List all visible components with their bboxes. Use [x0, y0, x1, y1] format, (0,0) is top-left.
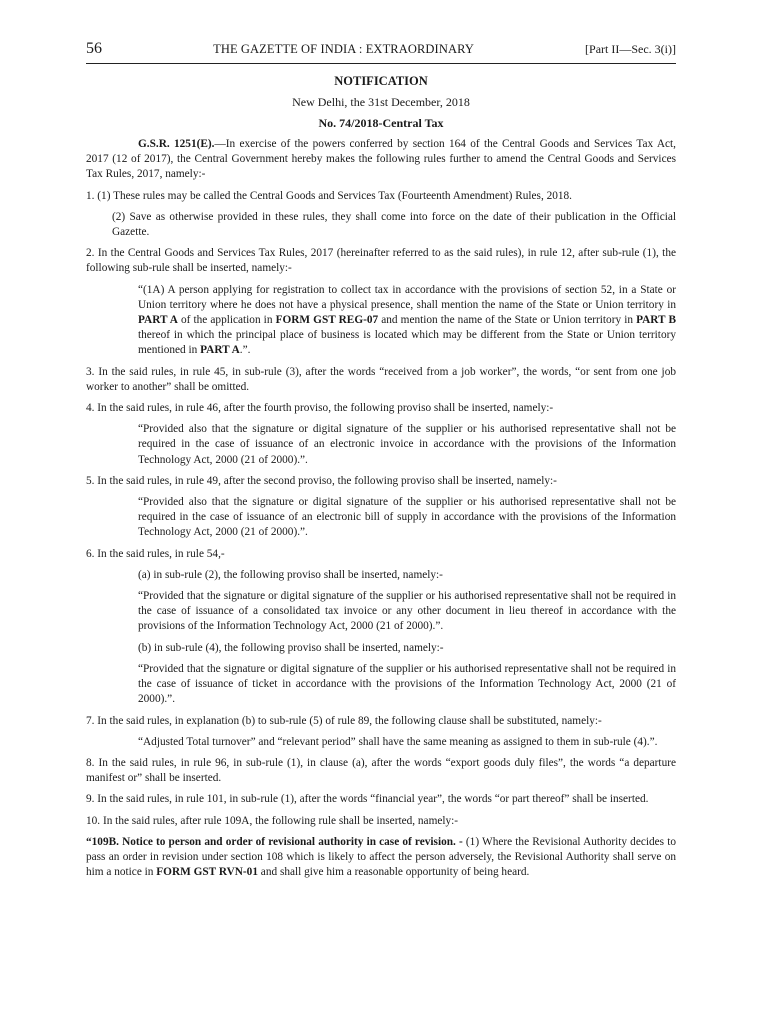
rule-8: 8. In the said rules, in rule 96, in sub-rule (1), in clause (a), after the words “export goods duly files”, the words “a departure manifest or” shall be inserted.	[86, 756, 676, 785]
rule-4-intro: 4. In the said rules, in rule 46, after the fourth proviso, the following proviso shall be inserted, namely:-	[86, 402, 554, 415]
rule-2-quote-part: .”.	[239, 344, 251, 357]
gazette-title: THE GAZETTE OF INDIA : EXTRAORDINARY	[213, 42, 474, 56]
rule-109b	[86, 835, 676, 881]
rule-109b-text: and shall give him a reasonable opportunity of being heard.	[257, 866, 530, 879]
rule-9: 9. In the said rules, in rule 101, in sub-rule (1), after the words “financial year”, the words “or part thereof” shall be inserted.	[86, 793, 649, 806]
rule-109b-text: (1) Where the Revisional Authority decides to pass an order in revision under section 108 which is likely to affect the person adversely, the Revisional Authority shall serve on him a notice in	[86, 835, 677, 879]
part-a-ref: PART A	[138, 314, 178, 327]
rule-6-intro: 6. In the said rules, in rule 54,-	[86, 547, 225, 560]
rule-7-quote: “Adjusted Total turnover” and “relevant period” shall have the same meaning as assigned to them in sub-rule (4).”.	[138, 735, 658, 748]
page-number: 56	[86, 40, 102, 57]
rule-1-sub-2: (2) Save as otherwise provided in these rules, they shall come into force on the date of their publication in the Official Gazette.	[112, 210, 676, 239]
part-section: [Part II—Sec. 3(i)]	[585, 42, 676, 56]
rule-109b-heading: “109B. Notice to person and order of revisional authority in case of revision. -	[86, 835, 463, 848]
preamble-text: —In exercise of the powers conferred by section 164 of the Central Goods and Services Tax Act, 2017 (12 of 2017), the Central Government hereby makes the following rules further to amend the Central Goods and Services Tax Rules, 2017, namely:-	[86, 138, 676, 181]
rule-2-quote-part: “(1A) A person applying for registration to collect tax in accordance with the provisions of section 52, in a State or Union territory where he does not have a physical presence, shall mention the name of the State or Union territory in	[138, 283, 676, 311]
rule-10-intro: 10. In the said rules, after rule 109A, the following rule shall be inserted, namely:-	[86, 814, 459, 827]
rule-7-intro: 7. In the said rules, in explanation (b) to sub-rule (5) of rule 89, the following clause shall be substituted, namely:-	[86, 714, 602, 727]
place-date: New Delhi, the 31st December, 2018	[292, 95, 470, 109]
rule-2-quote	[138, 283, 676, 359]
rule-2-quote-part: and mention the name of the State or Union territory in	[378, 314, 637, 327]
rule-6-b: (b) in sub-rule (4), the following proviso shall be inserted, namely:-	[138, 641, 444, 654]
rule-1-sub-1: 1. (1) These rules may be called the Central Goods and Services Tax (Fourteenth Amendment) Rules, 2018.	[86, 189, 573, 202]
rule-6-a: (a) in sub-rule (2), the following proviso shall be inserted, namely:-	[138, 568, 443, 581]
notification-heading: NOTIFICATION	[334, 74, 428, 88]
notification-number: No. 74/2018-Central Tax	[318, 116, 444, 130]
part-a-ref: PART A	[200, 344, 240, 357]
gsr-number: G.S.R. 1251(E).	[138, 138, 215, 150]
rule-6-b-quote: “Provided that the signature or digital signature of the supplier or his authorised representative shall not be required in the case of issuance of ticket in accordance with the provisions of the Information Technology Act, 2000 (21 of 2000).”.	[138, 662, 676, 706]
gazette-page	[86, 40, 676, 880]
preamble	[86, 137, 676, 183]
rule-2-quote-part: thereof in which the principal place of business is located which may be different from the State or Union territory mentioned in	[138, 329, 676, 357]
part-b-ref: PART B	[636, 314, 677, 327]
form-reg-07-ref: FORM GST REG-07	[275, 314, 379, 327]
rule-5-quote: “Provided also that the signature or digital signature of the supplier or his authorised representative shall not be required in the case of issuance of an electronic bill of supply in accordance with the provisions of the Information Technology Act, 2000 (21 of 2000).”.	[138, 496, 676, 539]
notification-body	[86, 137, 676, 880]
form-rvn-01-ref: FORM GST RVN-01	[156, 866, 258, 879]
rule-5-intro: 5. In the said rules, in rule 49, after the second proviso, the following proviso shall be inserted, namely:-	[86, 474, 557, 487]
rule-6-a-quote: “Provided that the signature or digital signature of the supplier or his authorised representative shall not be required in the case of issuance of a consolidated tax invoice or any other document in lieu thereof in accordance with the provisions of the Information Technology Act, 2000 (21 of 2000).”.	[138, 590, 676, 633]
rule-2-quote-part: of the application in	[177, 314, 276, 327]
rule-2-intro: 2. In the Central Goods and Services Tax Rules, 2017 (hereinafter referred to as the said rules), in rule 12, after sub-rule (1), the following sub-rule shall be inserted, namely:-	[86, 247, 676, 275]
page-header	[86, 40, 676, 64]
rule-3: 3. In the said rules, in rule 45, in sub-rule (3), after the words “received from a job worker”, the words, “or sent from one job worker to another” shall be omitted.	[86, 365, 676, 393]
rule-4-quote: “Provided also that the signature or digital signature of the supplier or his authorised representative shall not be required in the case of issuance of an electronic invoice in accordance with the provisions of the Information Technology Act, 2000 (21 of 2000).”.	[138, 423, 676, 466]
